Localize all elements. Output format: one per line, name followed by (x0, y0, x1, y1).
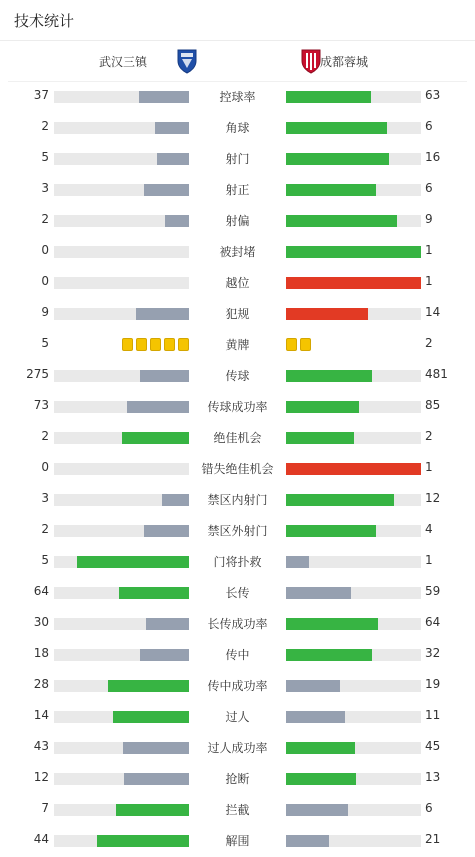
home-stat-bar-track (54, 587, 189, 599)
home-stat-bar-fill (122, 432, 190, 444)
home-stat-value: 0 (41, 460, 49, 474)
stat-label: 传中 (225, 648, 250, 662)
away-stat-bar-fill (286, 556, 309, 568)
stat-label: 长传 (225, 586, 250, 600)
yellow-card-icon (150, 338, 161, 351)
away-stat-bar-fill (286, 91, 371, 103)
page-title: 技术统计 (14, 12, 75, 30)
home-stat-bar-track (54, 680, 189, 692)
away-team-name[interactable]: 成都蓉城 (320, 55, 369, 69)
home-stat-value: 30 (33, 615, 49, 629)
away-stat-bar-fill (286, 649, 372, 661)
home-yellow-cards (122, 338, 189, 351)
away-stat-value: 12 (425, 491, 441, 505)
away-stat-value: 45 (425, 739, 441, 753)
home-stat-bar-fill (139, 91, 189, 103)
away-stat-value: 1 (425, 274, 433, 288)
away-stat-bar-track (286, 773, 421, 785)
away-stat-bar-track (286, 711, 421, 723)
away-stat-value: 13 (425, 770, 441, 784)
home-stat-bar-track (54, 215, 189, 227)
home-stat-bar-track (54, 246, 189, 258)
home-stat-bar-fill (144, 525, 189, 537)
away-stat-value: 11 (425, 708, 441, 722)
away-stat-bar-fill (286, 432, 354, 444)
home-team-name[interactable]: 武汉三镇 (98, 55, 147, 69)
stat-row (0, 329, 475, 360)
home-stat-bar-track (54, 122, 189, 134)
stat-label: 射门 (225, 152, 250, 166)
home-stat-bar-fill (155, 122, 189, 134)
away-stat-value: 64 (425, 615, 441, 629)
away-stat-bar-fill (286, 184, 376, 196)
away-stat-value: 1 (425, 243, 433, 257)
stat-label: 越位 (225, 276, 250, 290)
home-stat-bar-track (54, 463, 189, 475)
home-stat-bar-track (54, 277, 189, 289)
away-stat-bar-track (286, 401, 421, 413)
stat-row (0, 360, 475, 391)
away-stat-bar-fill (286, 494, 394, 506)
home-stat-value: 18 (33, 646, 49, 660)
away-stat-value: 1 (425, 553, 433, 567)
stat-row (0, 391, 475, 422)
stat-label: 解围 (225, 834, 250, 848)
home-stat-value: 5 (41, 553, 49, 567)
stat-label: 绝佳机会 (213, 431, 262, 445)
home-stat-bar-fill (123, 742, 189, 754)
stat-label: 被封堵 (219, 245, 256, 259)
home-stat-bar-track (54, 308, 189, 320)
home-stat-value: 64 (33, 584, 49, 598)
home-stat-value: 3 (41, 181, 49, 195)
home-stat-value: 3 (41, 491, 49, 505)
away-stat-bar-track (286, 246, 421, 258)
stat-label: 抢断 (225, 772, 250, 786)
stat-row (0, 701, 475, 732)
yellow-card-icon (300, 338, 311, 351)
stat-label: 传球成功率 (207, 400, 268, 414)
home-stat-bar-track (54, 835, 189, 847)
home-stat-bar-track (54, 494, 189, 506)
away-stat-value: 21 (425, 832, 441, 846)
away-stat-bar-track (286, 649, 421, 661)
home-stat-bar-track (54, 432, 189, 444)
away-stat-value: 6 (425, 181, 433, 195)
yellow-card-icon (178, 338, 189, 351)
away-stat-bar-fill (286, 773, 356, 785)
home-stat-bar-track (54, 91, 189, 103)
away-stat-value: 19 (425, 677, 441, 691)
home-stat-bar-fill (124, 773, 189, 785)
away-stat-bar-fill (286, 835, 329, 847)
home-stat-bar-fill (144, 184, 189, 196)
away-stat-value: 9 (425, 212, 433, 226)
stat-label: 过人成功率 (207, 741, 268, 755)
away-stat-bar-track (286, 122, 421, 134)
away-stat-bar-track (286, 370, 421, 382)
stat-row (0, 174, 475, 205)
yellow-card-icon (122, 338, 133, 351)
stat-row (0, 81, 475, 112)
away-stat-bar-fill (286, 618, 378, 630)
away-stat-bar-track (286, 525, 421, 537)
away-stat-bar-track (286, 215, 421, 227)
home-stat-bar-fill (140, 649, 189, 661)
wuhan-three-towns-logo-icon[interactable] (176, 48, 198, 74)
stat-row (0, 825, 475, 856)
away-stat-bar-track (286, 742, 421, 754)
home-stat-value: 9 (41, 305, 49, 319)
stat-row (0, 453, 475, 484)
home-stat-bar-fill (116, 804, 189, 816)
stats-header (0, 0, 475, 41)
away-stat-bar-fill (286, 804, 348, 816)
away-stat-bar-track (286, 184, 421, 196)
stat-label: 角球 (225, 121, 250, 135)
home-stat-bar-track (54, 711, 189, 723)
stat-row (0, 267, 475, 298)
stat-label: 犯规 (225, 307, 250, 321)
yellow-card-icon (164, 338, 175, 351)
away-stat-value: 63 (425, 88, 441, 102)
away-stat-bar-track (286, 618, 421, 630)
home-stat-value: 73 (33, 398, 49, 412)
home-stat-bar-track (54, 649, 189, 661)
stat-label: 射偏 (225, 214, 250, 228)
home-stat-bar-fill (136, 308, 189, 320)
away-stat-bar-track (286, 463, 421, 475)
away-stat-bar-track (286, 556, 421, 568)
away-stat-bar-track (286, 835, 421, 847)
away-stat-bar-track (286, 680, 421, 692)
away-stat-value: 2 (425, 429, 433, 443)
away-stat-bar-fill (286, 711, 345, 723)
stat-row (0, 546, 475, 577)
stat-row (0, 143, 475, 174)
home-stat-bar-track (54, 401, 189, 413)
away-stat-bar-fill (286, 370, 372, 382)
away-stat-value: 6 (425, 119, 433, 133)
stat-label: 错失绝佳机会 (201, 462, 274, 476)
away-stat-bar-fill (286, 401, 359, 413)
home-stat-bar-fill (108, 680, 189, 692)
away-stat-bar-fill (286, 215, 397, 227)
stat-label: 射正 (225, 183, 250, 197)
stat-row (0, 794, 475, 825)
home-stat-bar-track (54, 556, 189, 568)
away-stat-value: 85 (425, 398, 441, 412)
away-stat-bar-fill (286, 153, 389, 165)
away-stat-bar-fill (286, 742, 355, 754)
home-stat-bar-fill (127, 401, 189, 413)
home-stat-bar-track (54, 184, 189, 196)
away-stat-bar-track (286, 277, 421, 289)
stat-row (0, 112, 475, 143)
home-stat-value: 28 (33, 677, 49, 691)
stat-row (0, 639, 475, 670)
stats-list (0, 81, 475, 856)
home-stat-bar-fill (140, 370, 189, 382)
home-stat-bar-fill (97, 835, 189, 847)
stat-label: 拦截 (225, 803, 250, 817)
home-stat-value: 7 (41, 801, 49, 815)
away-stat-bar-fill (286, 308, 368, 320)
home-stat-bar-fill (162, 494, 189, 506)
home-stat-value: 2 (41, 212, 49, 226)
home-stat-bar-track (54, 742, 189, 754)
stat-row (0, 205, 475, 236)
stat-row (0, 608, 475, 639)
home-stat-value: 2 (41, 522, 49, 536)
away-stat-bar-fill (286, 587, 351, 599)
stat-label: 门将扑救 (213, 555, 262, 569)
stat-label: 禁区外射门 (207, 524, 268, 538)
away-stat-value: 16 (425, 150, 441, 164)
home-stat-value: 2 (41, 429, 49, 443)
home-stat-value: 14 (33, 708, 49, 722)
stat-row (0, 577, 475, 608)
away-stat-value: 1 (425, 460, 433, 474)
home-stat-value: 37 (33, 88, 49, 102)
away-stat-bar-track (286, 308, 421, 320)
home-stat-value: 5 (41, 150, 49, 164)
away-stat-bar-track (286, 91, 421, 103)
stat-row (0, 484, 475, 515)
away-stat-bar-track (286, 432, 421, 444)
home-stat-bar-fill (113, 711, 189, 723)
yellow-card-icon (136, 338, 147, 351)
stat-label: 传球 (225, 369, 250, 383)
stat-row (0, 236, 475, 267)
away-stat-bar-fill (286, 525, 376, 537)
away-stat-bar-track (286, 153, 421, 165)
home-stat-bar-track (54, 153, 189, 165)
home-stat-bar-fill (77, 556, 189, 568)
stat-row (0, 422, 475, 453)
teams-bar (8, 41, 467, 82)
away-stat-value: 481 (425, 367, 448, 381)
home-stat-bar-track (54, 370, 189, 382)
stat-row (0, 670, 475, 701)
home-stat-value: 0 (41, 274, 49, 288)
away-stat-bar-fill (286, 680, 340, 692)
away-stat-bar-fill (286, 122, 387, 134)
stat-label: 禁区内射门 (207, 493, 268, 507)
away-stat-bar-fill (286, 463, 421, 475)
home-stat-bar-fill (157, 153, 189, 165)
home-stat-value: 5 (41, 336, 49, 350)
stat-row (0, 298, 475, 329)
home-stat-bar-fill (146, 618, 189, 630)
home-stat-bar-track (54, 525, 189, 537)
away-stat-value: 2 (425, 336, 433, 350)
stat-row (0, 732, 475, 763)
away-stat-value: 32 (425, 646, 441, 660)
stat-label: 控球率 (219, 90, 256, 104)
home-stat-bar-fill (119, 587, 189, 599)
away-stat-bar-track (286, 804, 421, 816)
away-stat-bar-track (286, 494, 421, 506)
away-stat-value: 4 (425, 522, 433, 536)
away-stat-bar-fill (286, 277, 421, 289)
home-stat-bar-fill (165, 215, 189, 227)
home-stat-value: 44 (33, 832, 49, 846)
away-stat-value: 6 (425, 801, 433, 815)
away-stat-bar-track (286, 587, 421, 599)
away-stat-value: 59 (425, 584, 441, 598)
home-stat-bar-track (54, 773, 189, 785)
home-stat-value: 12 (33, 770, 49, 784)
home-stat-value: 2 (41, 119, 49, 133)
away-stat-bar-fill (286, 246, 421, 258)
stat-label: 黄牌 (225, 338, 250, 352)
away-yellow-cards (286, 338, 311, 351)
chengdu-rongcheng-logo-icon[interactable] (300, 48, 322, 74)
stat-label: 长传成功率 (207, 617, 268, 631)
stat-row (0, 515, 475, 546)
home-stat-value: 43 (33, 739, 49, 753)
away-stat-value: 14 (425, 305, 441, 319)
home-stat-bar-track (54, 618, 189, 630)
home-stat-bar-track (54, 804, 189, 816)
yellow-card-icon (286, 338, 297, 351)
stat-label: 过人 (225, 710, 250, 724)
stat-row (0, 763, 475, 794)
home-stat-value: 275 (26, 367, 49, 381)
home-stat-value: 0 (41, 243, 49, 257)
stat-label: 传中成功率 (207, 679, 268, 693)
